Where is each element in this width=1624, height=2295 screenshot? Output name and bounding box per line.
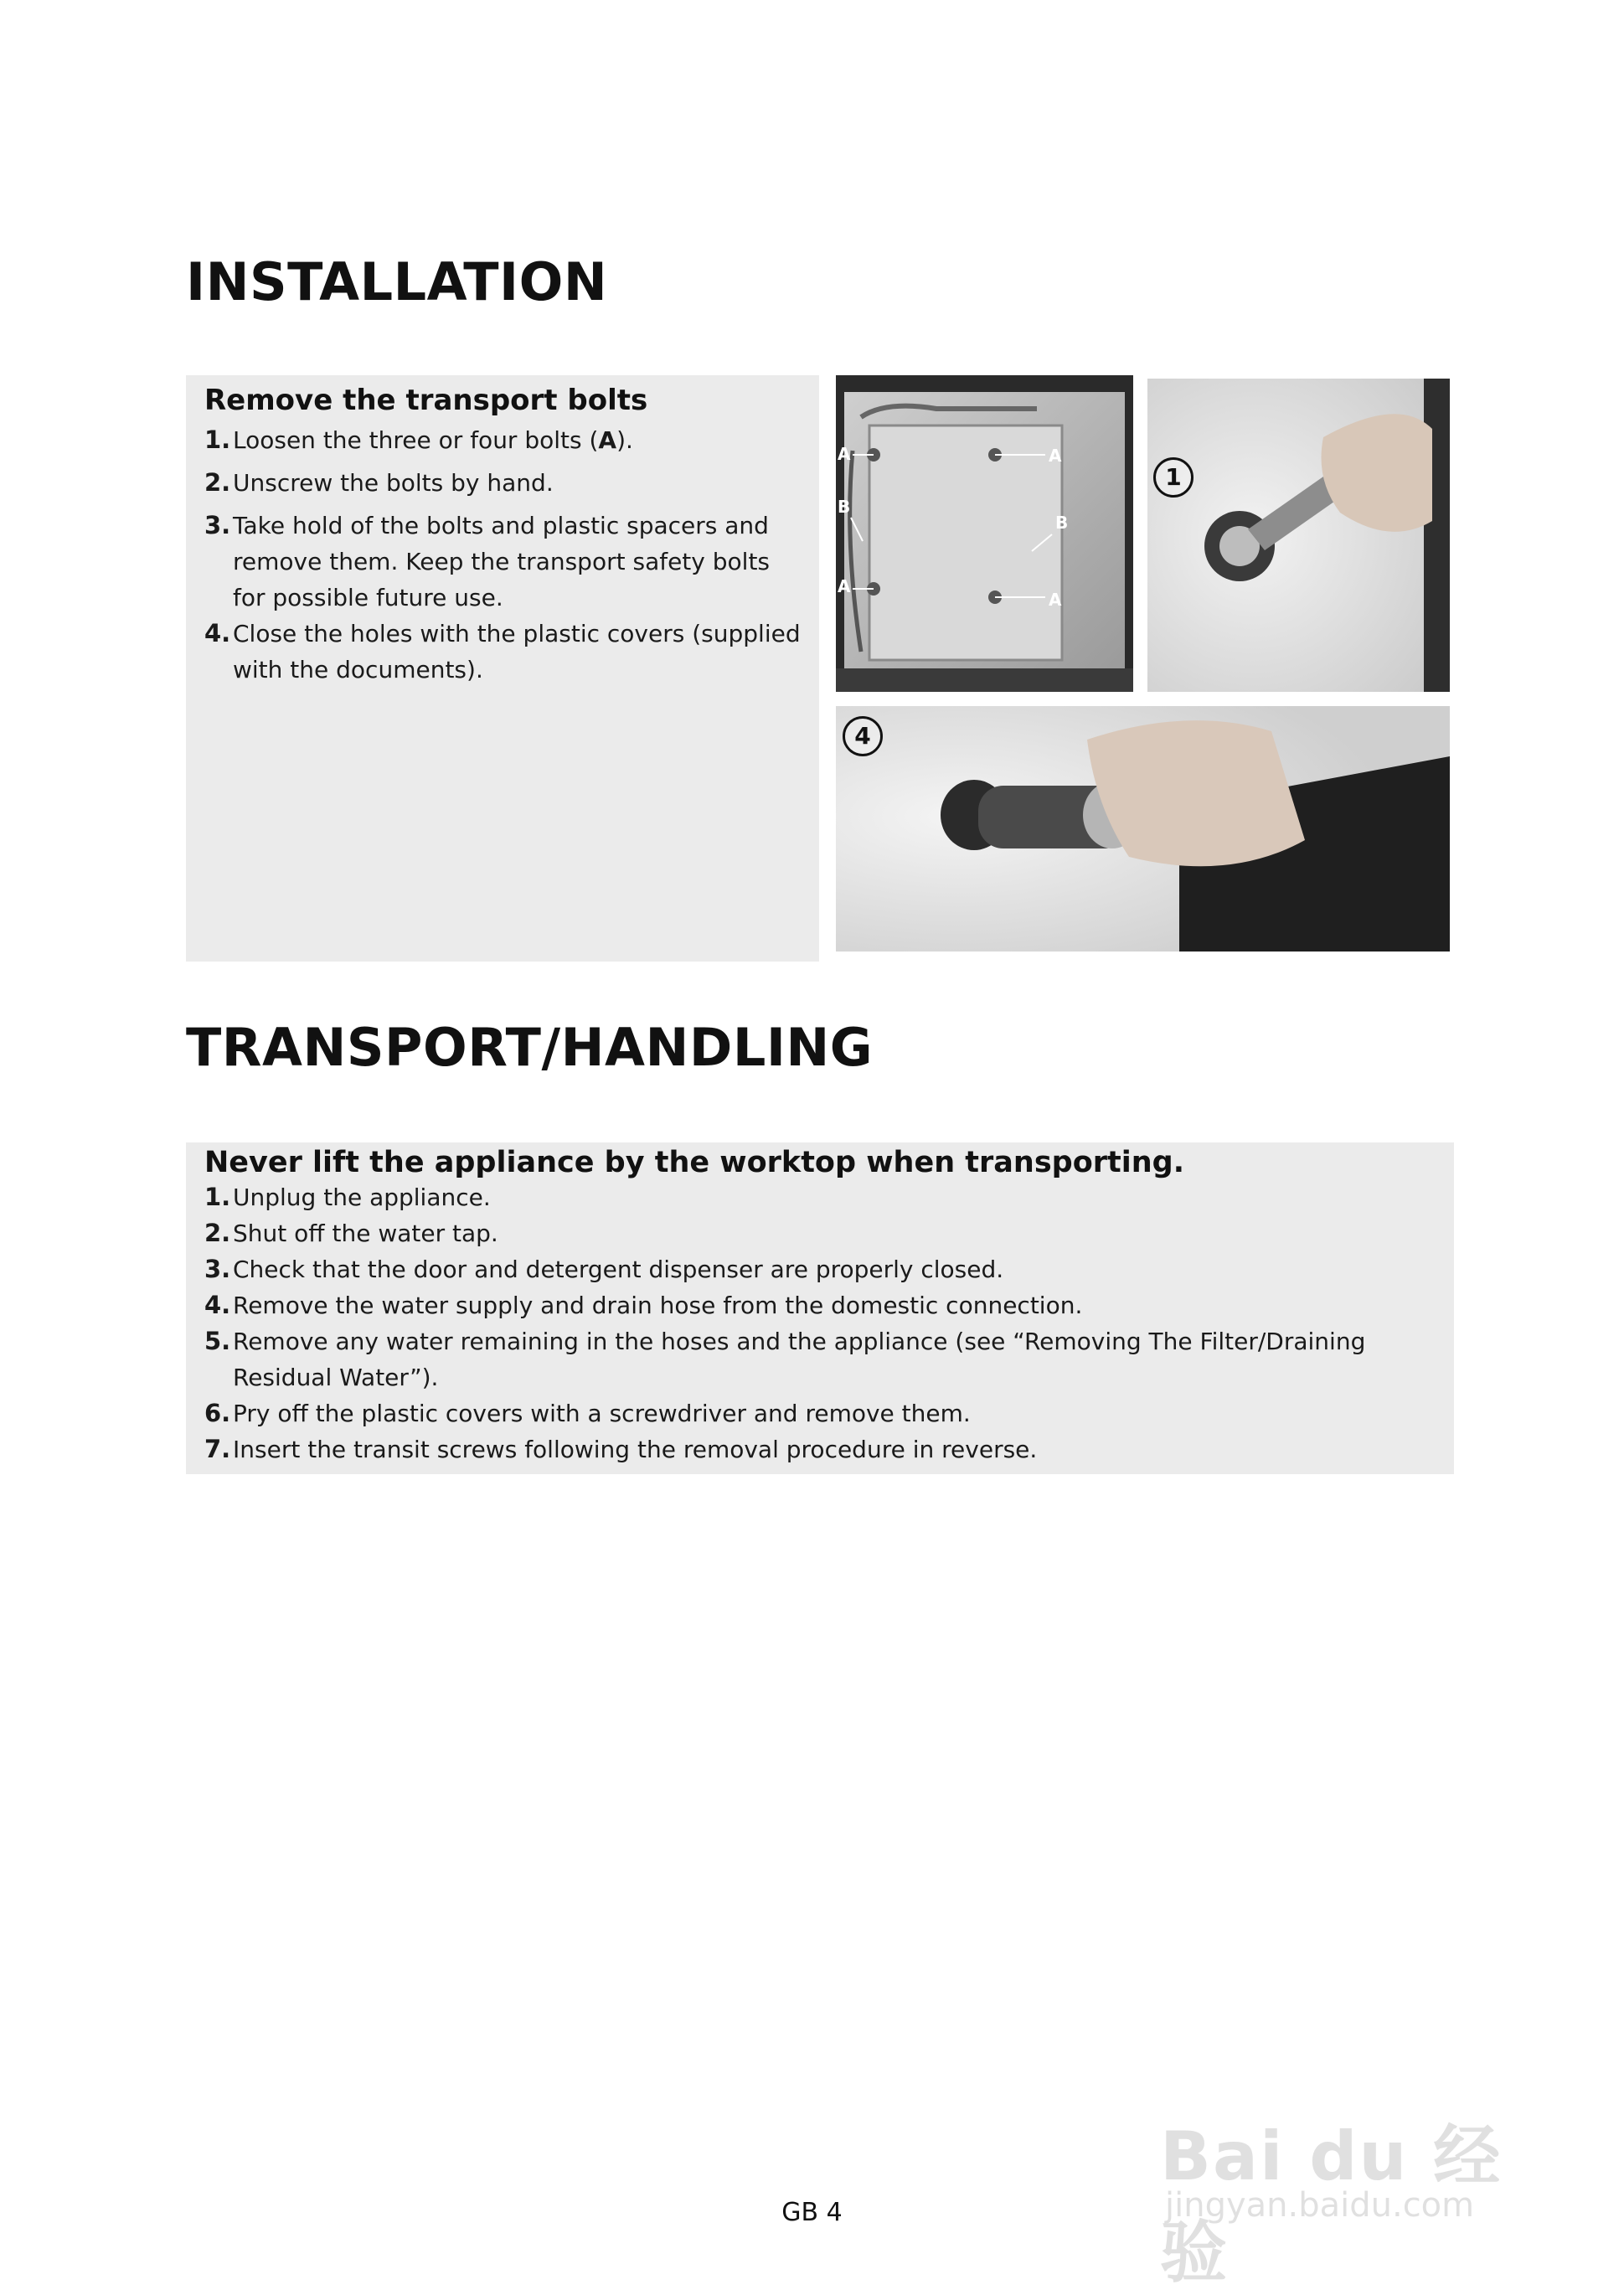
transport-box	[186, 1142, 1454, 1474]
bolt-label-a: A	[1049, 590, 1062, 610]
transport-step: 6. Pry off the plastic covers with a screwdriver and remove them.	[204, 1399, 971, 1427]
page-number: GB 4	[781, 2198, 843, 2227]
watermark-url-text: jingyan.baidu.com	[1165, 2186, 1475, 2225]
watermark-logo-text: Bai du 经验	[1160, 2117, 1503, 2292]
bolt-label-a: A	[1049, 446, 1062, 466]
installation-box	[186, 375, 819, 962]
transport-box-title: Never lift the appliance by the worktop when transporting.	[204, 1146, 1185, 1179]
spacer-label-b: B	[838, 497, 851, 517]
baidu-watermark	[1160, 2069, 1545, 2292]
installation-heading: INSTALLATION	[186, 251, 608, 312]
step-4-marker: 4	[843, 716, 883, 756]
transport-step: 1. Unplug the appliance.	[204, 1183, 491, 1211]
transport-step: 3. Check that the door and detergent dispenser are properly closed.	[204, 1255, 1004, 1283]
cover-insert-photo	[836, 706, 1450, 952]
transport-step: 5. Remove any water remaining in the hoses and the appliance (see “Removing The Filter/Draining Residual Water”).	[204, 1327, 1366, 1391]
installation-box-title: Remove the transport bolts	[204, 384, 648, 417]
transport-heading: TRANSPORT/HANDLING	[186, 1017, 874, 1078]
transport-step: 7. Insert the transit screws following the removal procedure in reverse.	[204, 1435, 1038, 1463]
installation-step: 1. Loosen the three or four bolts (A).	[204, 425, 633, 454]
installation-steps	[204, 422, 807, 688]
transport-steps	[204, 1179, 1444, 1467]
step-1-marker: 1	[1153, 457, 1194, 498]
installation-step: 4. Close the holes with the plastic covers (supplied with the documents).	[204, 619, 801, 683]
wrench-photo	[1147, 379, 1450, 692]
transport-step: 4. Remove the water supply and drain hose from the domestic connection.	[204, 1291, 1083, 1319]
installation-step: 2. Unscrew the bolts by hand.	[204, 468, 554, 497]
installation-step: 3. Take hold of the bolts and plastic spacers and remove them. Keep the transport safety bolts for possible future use.	[204, 511, 771, 611]
transport-step: 2. Shut off the water tap.	[204, 1219, 498, 1247]
bolt-label-a: A	[838, 444, 851, 464]
bolt-label-a: A	[838, 576, 851, 596]
appliance-rear-photo	[836, 375, 1133, 692]
spacer-label-b: B	[1055, 513, 1069, 533]
